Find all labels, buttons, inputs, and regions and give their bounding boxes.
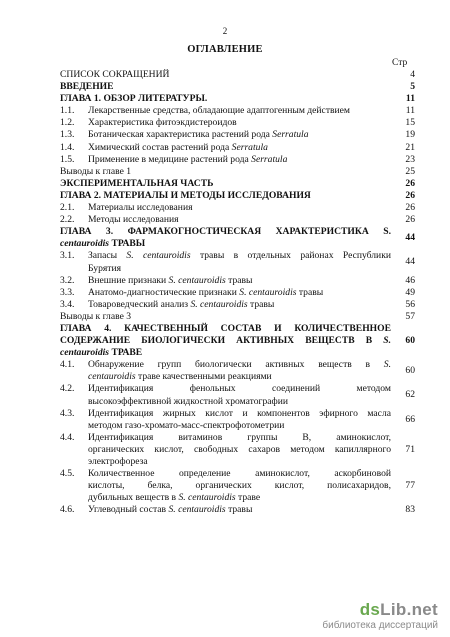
toc-entry-page: 83 bbox=[405, 504, 415, 516]
toc-entry[interactable] bbox=[60, 468, 415, 504]
toc-entry-page: 19 bbox=[405, 129, 415, 141]
toc-entry-page: 60 bbox=[405, 335, 415, 347]
toc-entry-text: Идентификация фенольных соединений методом высокоэффективной жидкостной хроматографии bbox=[88, 383, 391, 407]
toc-entry-number: 4.4. bbox=[60, 431, 75, 443]
toc-entry-number: 3.2. bbox=[60, 274, 75, 286]
toc-entry-text: Анатомо-диагностические признаки S. centauroidis травы bbox=[88, 286, 324, 298]
toc-entry-number: 3.3. bbox=[60, 286, 75, 298]
page-title: ОГЛАВЛЕНИЕ bbox=[187, 44, 263, 55]
table-of-contents bbox=[60, 69, 415, 516]
toc-entry-number: 4.6. bbox=[60, 504, 75, 516]
toc-entry-number: 1.2. bbox=[60, 117, 75, 129]
page-number: 2 bbox=[222, 26, 228, 36]
toc-entry-page: 26 bbox=[405, 177, 415, 189]
toc-entry[interactable] bbox=[60, 154, 415, 166]
toc-entry[interactable] bbox=[60, 432, 415, 468]
toc-entry[interactable] bbox=[60, 275, 415, 287]
toc-entry-text: Выводы к главе 1 bbox=[60, 165, 132, 177]
toc-entry-text: Идентификация витаминов группы В, аминокислот, органических кислот, свободных сахаров методом капиллярного электрофореза bbox=[88, 431, 391, 467]
toc-entry-text: ГЛАВА 1. ОБЗОР ЛИТЕРАТУРЫ. bbox=[60, 93, 208, 105]
toc-entry[interactable] bbox=[60, 287, 415, 299]
toc-entry-page: 26 bbox=[405, 214, 415, 226]
toc-entry-page: 15 bbox=[405, 117, 415, 129]
toc-entry-page: 11 bbox=[405, 105, 415, 117]
toc-entry-text: Обнаружение групп биологически активных веществ в S. centauroidis траве качественными реакциями bbox=[88, 359, 391, 383]
toc-entry-page: 46 bbox=[405, 274, 415, 286]
toc-entry-page: 77 bbox=[405, 480, 415, 492]
toc-entry[interactable] bbox=[60, 383, 415, 407]
toc-entry-text: Количественное определение аминокислот, аскорбиновой кислоты, белка, органических кислот, полисахаридов, дубильных веществ в S. centauroidis траве bbox=[88, 468, 391, 504]
toc-entry-number: 3.1. bbox=[60, 250, 75, 262]
watermark[interactable] bbox=[322, 600, 438, 631]
toc-entry-text: Углеводный состав S. centauroidis травы bbox=[88, 504, 253, 516]
toc-entry-number: 1.1. bbox=[60, 105, 75, 117]
toc-entry[interactable] bbox=[60, 504, 415, 516]
toc-entry-text: Химический состав растений рода Serratula bbox=[88, 141, 268, 153]
toc-entry-page: 66 bbox=[405, 413, 415, 425]
toc-entry-number: 2.2. bbox=[60, 214, 75, 226]
toc-entry-page: 44 bbox=[405, 232, 415, 244]
toc-chapter-3[interactable] bbox=[60, 226, 415, 250]
toc-entry-number: 1.5. bbox=[60, 153, 75, 165]
toc-entry-number: 4.2. bbox=[60, 383, 75, 395]
toc-entry-text: Товароведческий анализ S. centauroidis травы bbox=[88, 298, 275, 310]
toc-entry-page: 26 bbox=[405, 189, 415, 201]
toc-entry[interactable] bbox=[60, 408, 415, 432]
toc-entry-text: ВВЕДЕНИЕ bbox=[60, 81, 114, 93]
toc-entry-text: ГЛАВА 4. КАЧЕСТВЕННЫЙ СОСТАВ И КОЛИЧЕСТВЕННОЕ СОДЕРЖАНИЕ БИОЛОГИЧЕСКИ АКТИВНЫХ ВЕЩЕСТВ В S. centauroidis ТРАВЕ bbox=[60, 322, 391, 359]
toc-entry[interactable] bbox=[60, 250, 415, 274]
toc-entry[interactable] bbox=[60, 93, 415, 105]
toc-entry-number: 4.3. bbox=[60, 407, 75, 419]
toc-entry[interactable] bbox=[60, 69, 415, 81]
toc-entry-text: Идентификация жирных кислот и компонентов эфирного масла методом газо-хромато-масс-спектрофотометрии bbox=[88, 407, 391, 431]
toc-entry-page: 26 bbox=[405, 202, 415, 214]
toc-entry[interactable] bbox=[60, 311, 415, 323]
toc-entry-page: 60 bbox=[405, 365, 415, 377]
toc-entry-page: 25 bbox=[405, 165, 415, 177]
toc-chapter-4[interactable] bbox=[60, 323, 415, 359]
toc-entry-page: 21 bbox=[405, 141, 415, 153]
toc-entry-page: 23 bbox=[405, 153, 415, 165]
toc-entry-text: Запасы S. centauroidis травы в отдельных районах Республики Бурятия bbox=[88, 250, 391, 274]
toc-entry-text: Характеристика фитоэкдистероидов bbox=[88, 117, 237, 129]
toc-entry[interactable] bbox=[60, 117, 415, 129]
page-column-header: Стр bbox=[392, 58, 408, 68]
toc-entry-number: 1.3. bbox=[60, 129, 75, 141]
toc-entry-page: 5 bbox=[410, 81, 415, 93]
toc-entry-text: Выводы к главе 3 bbox=[60, 310, 132, 322]
toc-entry-page: 11 bbox=[405, 93, 415, 105]
toc-entry[interactable] bbox=[60, 190, 415, 202]
toc-entry[interactable] bbox=[60, 202, 415, 214]
toc-entry[interactable] bbox=[60, 81, 415, 93]
toc-entry-page: 71 bbox=[405, 443, 415, 455]
toc-entry[interactable] bbox=[60, 142, 415, 154]
toc-entry-text: ГЛАВА 2. МАТЕРИАЛЫ И МЕТОДЫ ИССЛЕДОВАНИЯ bbox=[60, 189, 311, 201]
toc-entry-page: 4 bbox=[410, 69, 415, 80]
toc-entry[interactable] bbox=[60, 214, 415, 226]
watermark-subtitle: библиотека диссертаций bbox=[322, 620, 438, 631]
toc-entry-text: Внешние признаки S. centauroidis травы bbox=[88, 274, 253, 286]
toc-entry-text: Материалы исследования bbox=[88, 202, 193, 214]
toc-entry-number: 3.4. bbox=[60, 298, 75, 310]
toc-entry[interactable] bbox=[60, 129, 415, 141]
toc-entry-text: Лекарственные средства, обладающие адаптогенным действием bbox=[88, 105, 351, 117]
toc-entry[interactable] bbox=[60, 299, 415, 311]
toc-entry-number: 1.4. bbox=[60, 141, 75, 153]
toc-entry-text: ЭКСПЕРИМЕНТАЛЬНАЯ ЧАСТЬ bbox=[60, 177, 214, 189]
toc-entry[interactable] bbox=[60, 178, 415, 190]
toc-entry-text: Ботаническая характеристика растений рода Serratula bbox=[88, 129, 309, 141]
toc-entry-text: Методы исследования bbox=[88, 214, 179, 226]
toc-entry[interactable] bbox=[60, 105, 415, 117]
toc-entry-number: 4.5. bbox=[60, 468, 75, 480]
toc-entry-text: Применение в медицине растений рода Serratula bbox=[88, 153, 288, 165]
toc-entry-page: 44 bbox=[405, 256, 415, 268]
toc-entry[interactable] bbox=[60, 166, 415, 178]
toc-entry[interactable] bbox=[60, 359, 415, 383]
toc-entry-text: ГЛАВА 3. ФАРМАКОГНОСТИЧЕСКАЯ ХАРАКТЕРИСТИКА S. centauroidis ТРАВЫ bbox=[60, 226, 391, 250]
toc-entry-number: 2.1. bbox=[60, 202, 75, 214]
toc-entry-number: 4.1. bbox=[60, 359, 75, 371]
toc-entry-text: СПИСОК СОКРАЩЕНИЙ bbox=[60, 69, 170, 80]
toc-entry-page: 57 bbox=[405, 310, 415, 322]
toc-entry-page: 49 bbox=[405, 286, 415, 298]
toc-entry-page: 56 bbox=[405, 298, 415, 310]
watermark-logo: dsLib.net bbox=[359, 600, 438, 619]
toc-entry-page: 62 bbox=[405, 389, 415, 401]
